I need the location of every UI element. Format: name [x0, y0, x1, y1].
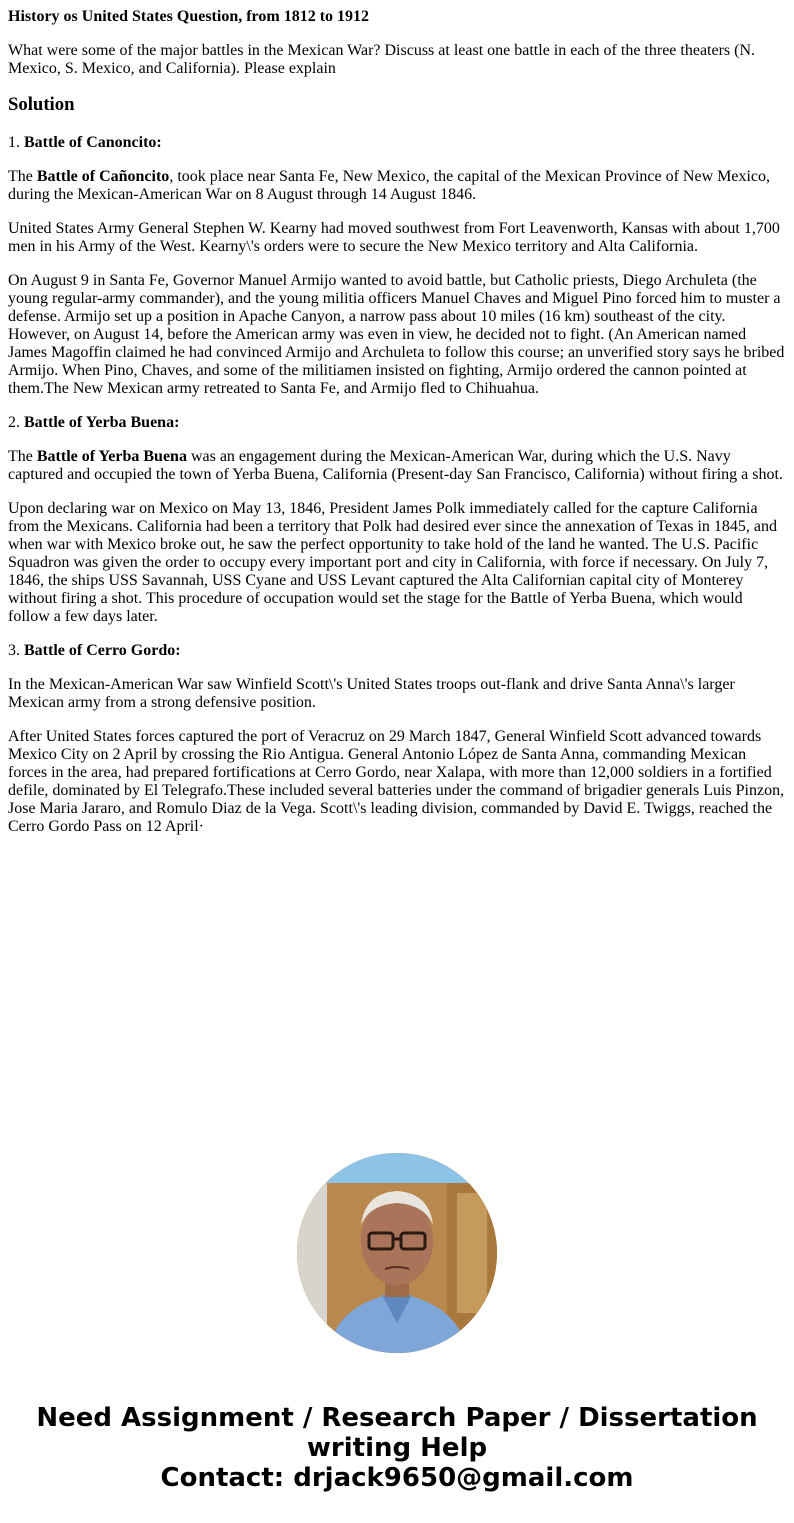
battle-number: 3.: [8, 642, 24, 659]
battle-intro: [8, 448, 786, 484]
battle-intro-bold: Battle of Cañoncito: [36, 168, 170, 185]
battle-intro: [8, 168, 786, 204]
battle-heading: [8, 134, 786, 152]
question-title: History os United States Question, from 1812 to 1912: [8, 8, 370, 25]
battle-heading: [8, 414, 786, 432]
battle-number: 2.: [8, 414, 24, 431]
author-avatar: [297, 1153, 497, 1353]
battle-number: 1.: [8, 134, 24, 151]
battle-intro-prefix: The: [8, 168, 37, 185]
battle-paragraph: Upon declaring war on Mexico on May 13, 1846, President James Polk immediately called for the capture California from the Mexicans. California had been a territory that Polk had desired ever since the annexation of Texas in 1845, and when war with Mexico broke out, he saw the perfect opportunity to take hold of the land he wanted. The U.S. Pacific Squadron was given the order to occupy every important port and city in California, with force if necessary. On July 7, 1846, the ships USS Savannah, USS Cyane and USS Levant captured the Alta Californian capital city of Monterey without firing a shot. This procedure of occupation would set the stage for the Battle of Yerba Buena, which would follow a few days later.: [8, 500, 778, 625]
battle-title: Battle of Yerba Buena:: [24, 414, 180, 431]
battle-paragraph: After United States forces captured the port of Veracruz on 29 March 1847, General Winfield Scott advanced towards Mexico City on 2 April by crossing the Rio Antigua. General Antonio López de Santa Anna, commanding Mexican forces in the area, had prepared fortifications at Cerro Gordo, near Xalapa, with more than 12,000 soldiers in a fortified defile, dominated by El Telegrafo.These included several batteries under the command of brigadier generals Luis Pinzon, Jose Maria Jararo, and Romulo Diaz de la Vega. Scott\'s leading division, commanded by David E. Twiggs, reached the Cerro Gordo Pass on 12 April·: [8, 728, 785, 835]
battle-title: Battle of Canoncito:: [24, 134, 162, 151]
contact-email: Contact: drjack9650@gmail.com: [160, 1463, 634, 1493]
battle-intro-rest: , took place near Santa Fe, New Mexico, the capital of the Mexican Province of New Mexico, during the Mexican-American War on 8 August through 14 August 1846.: [8, 168, 770, 203]
battle-paragraph: On August 9 in Santa Fe, Governor Manuel Armijo wanted to avoid battle, but Catholic priests, Diego Archuleta (the young regular-army commander), and the young militia officers Manuel Chaves and Miguel Pino forced him to muster a defense. Armijo set up a position in Apache Canyon, a narrow pass about 10 miles (16 km) southeast of the city. However, on August 14, before the American army was even in view, he decided not to fight. (An American named James Magoffin claimed he had convinced Armijo and Archuleta to follow this course; an unverified story says he bribed Armijo. When Pino, Chaves, and some of the militiamen insisted on fighting, Armijo ordered the cannon pointed at them.The New Mexican army retreated to Santa Fe, and Armijo fled to Chihuahua.: [8, 272, 785, 397]
battle-heading: [8, 642, 786, 660]
document-content: [8, 8, 786, 852]
battle-intro-prefix: The: [8, 448, 37, 465]
solution-heading: Solution: [8, 94, 75, 115]
question-body: What were some of the major battles in the Mexican War? Discuss at least one battle in each of the three theaters (N. Mexico, S. Mexico, and California). Please explain: [8, 42, 756, 77]
battle-title: Battle of Cerro Gordo:: [24, 642, 181, 659]
battle-paragraph: United States Army General Stephen W. Kearny had moved southwest from Fort Leavenworth, Kansas with about 1,700 men in his Army of the West. Kearny\'s orders were to secure the New Mexico territory and Alta California.: [8, 220, 780, 255]
author-portrait: [297, 1153, 497, 1353]
banner-line: writing Help: [306, 1433, 488, 1463]
battle-intro-bold: Battle of Yerba Buena: [36, 448, 187, 465]
contact-banner: [0, 1403, 794, 1493]
battle-intro: In the Mexican-American War saw Winfield Scott\'s United States troops out-flank and drive Santa Anna\'s larger Mexican army from a strong defensive position.: [8, 676, 735, 711]
banner-line: Need Assignment / Research Paper / Dissertation: [36, 1403, 758, 1433]
battle-intro-rest: was an engagement during the Mexican-American War, during which the U.S. Navy captured and occupied the town of Yerba Buena, California (Present-day San Francisco, California) without firing a shot.: [8, 448, 783, 483]
